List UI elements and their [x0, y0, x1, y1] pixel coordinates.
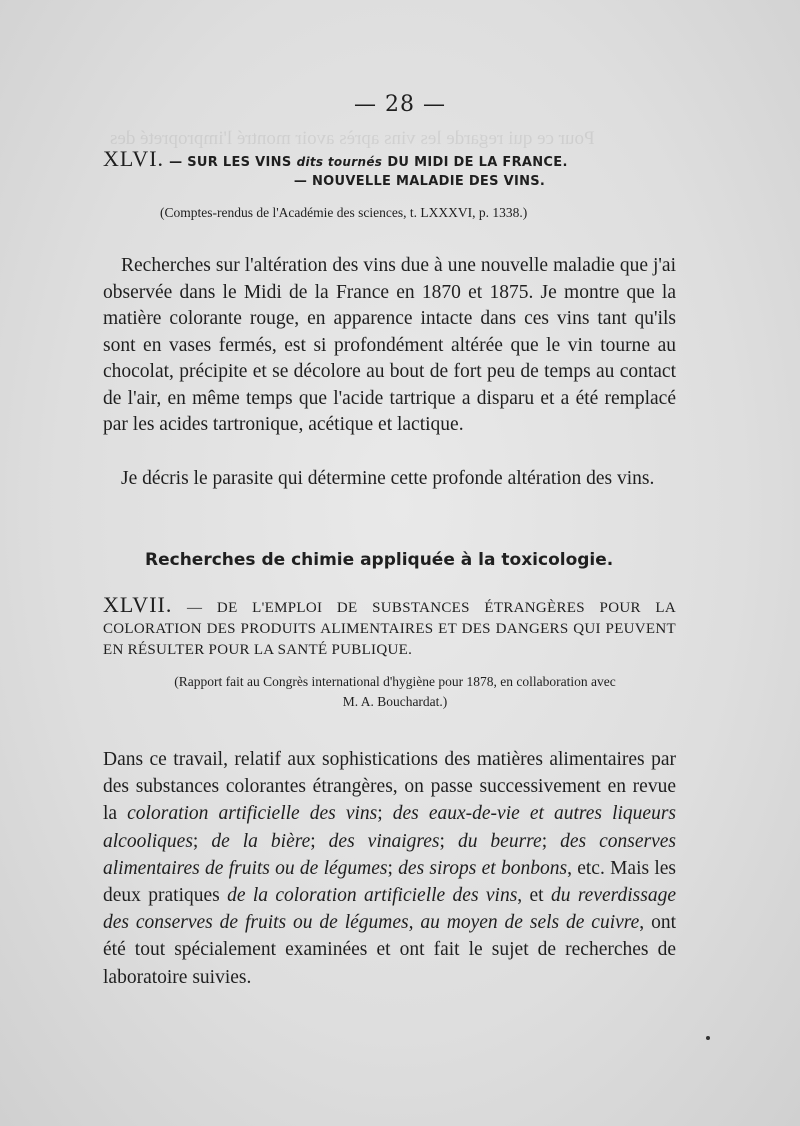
entry-47-source-line1: (Rapport fait au Congrès international d'hygiène pour 1878, en collaboration avec — [174, 674, 616, 689]
text-7: , etc. Mais les deux pratiques — [103, 857, 677, 907]
bleed-through-text: Pour ce qui regarde les vins après avoir montré l'impropreté des — [110, 128, 595, 149]
entry-47-source — [120, 672, 670, 712]
italic-9: du reverdissage des conserves de fruits ou de légumes, au moyen de sels de cuivre — [103, 885, 677, 934]
ink-speck — [706, 1036, 710, 1040]
entry-46-title-part2: DU MIDI DE LA FRANCE. — [387, 155, 568, 170]
entry-47-paragraph — [103, 746, 676, 991]
text-9: , ont été tout spécialement examinées et ont fait le sujet de recherches de laboratoire suivies. — [103, 912, 676, 988]
section-title: Recherches de chimie appliquée à la toxicologie. — [145, 550, 614, 570]
italic-1: coloration artificielle des vins — [127, 803, 378, 825]
italic-2: des eaux-de-vie et autres liqueurs alcooliques — [103, 803, 676, 852]
page-number: — 28 — — [354, 92, 446, 117]
text-2: ; — [192, 830, 199, 852]
entry-47-heading — [103, 594, 676, 661]
entry-47-title: — DE L'EMPLOI DE SUBSTANCES ÉTRANGÈRES POUR LA COLORATION DES PRODUITS ALIMENTAIRES ET DES DANGERS QUI PEUVENT EN RÉSULTER POUR LA SANTÉ PUBLIQUE. — [103, 600, 676, 658]
entry-47-numeral: XLVII. — [103, 592, 173, 617]
italic-7: des sirops et bonbons — [398, 857, 568, 879]
text-5: ; — [541, 830, 548, 852]
entry-47-source-line2: M. A. Bouchardat.) — [342, 694, 448, 709]
entry-46-paragraph-2: Je décris le parasite qui détermine cette profonde altération des vins. — [121, 468, 655, 489]
entry-46-title-part1: — SUR LES VINS — [169, 155, 292, 170]
italic-5: du beurre — [457, 830, 542, 852]
italic-8: de la coloration artificielle des vins — [227, 885, 518, 907]
italic-3: de la bière — [211, 830, 311, 852]
text-1: ; — [377, 803, 383, 825]
entry-46-title-italic: dits tournés — [296, 155, 383, 169]
text-4: ; — [439, 830, 445, 852]
italic-4: des vinaigres — [328, 830, 440, 852]
italic-6: des conserves alimentaires de fruits ou de légumes — [103, 830, 677, 879]
para-intro: Dans ce travail, relatif aux sophistications des matières alimentaires par des substances colorantes étrangères, on passe successivement en revue la — [103, 749, 676, 825]
entry-46-numeral: XLVI. — [103, 146, 165, 171]
text-8: , et — [517, 885, 544, 907]
entry-46-title-line2: — NOUVELLE MALADIE DES VINS. — [293, 174, 546, 189]
entry-46-source: (Comptes-rendus de l'Académie des sciences, t. LXXXVI, p. 1338.) — [160, 205, 528, 220]
entry-46-heading — [103, 146, 676, 189]
text-3: ; — [310, 830, 316, 852]
entry-46-paragraph-1: Recherches sur l'altération des vins due à une nouvelle maladie que j'ai observée dans le Midi de la France en 1870 et 1875. Je montre que la matière colorante rouge, en apparence intacte dans ces vins tant qu'ils sont en vases fermés, est si profondément altérée que le vin tourne au chocolat, précipite et se décolore au bout de fort peu de temps au contact de l'air, en même temps que l'acide tartrique a disparu et a été remplacé par les acides tartronique, acétique et lactique. — [103, 255, 676, 435]
text-6: ; — [387, 857, 393, 879]
